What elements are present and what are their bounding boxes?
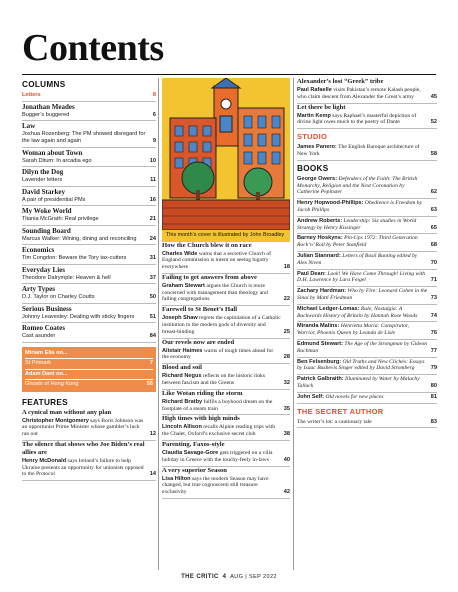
- secret-author-entry[interactable]: [297, 418, 437, 429]
- book-review-text: [297, 218, 428, 232]
- feature-title: A cynical man without any plan: [22, 408, 112, 416]
- page-number: 16: [149, 196, 156, 203]
- page-number: 12: [149, 431, 156, 438]
- page-number: 28: [283, 354, 290, 361]
- studio-entry[interactable]: [297, 143, 437, 161]
- page-number: 14: [149, 471, 156, 478]
- column-title: Arty Types: [22, 285, 55, 293]
- feature-summary: [162, 347, 290, 365]
- book-review-entry[interactable]: [297, 217, 437, 235]
- feature-article[interactable]: [162, 339, 290, 365]
- feature-desc: argues the Church is more concerned with management than theology and falling congregations: [162, 282, 268, 303]
- page-number: 68: [430, 242, 437, 249]
- feature-desc: gets triggered on a villa holiday in Greece with the touchy-feely in-laws: [162, 450, 273, 463]
- feature-summary: [162, 449, 290, 467]
- page-number: 70: [430, 259, 437, 266]
- column-title: Serious Business: [22, 304, 72, 313]
- miriam-title-row: [25, 349, 153, 360]
- features-heading: FEATURES: [22, 397, 68, 407]
- feature-article[interactable]: [162, 441, 290, 467]
- book-review-entry[interactable]: [297, 358, 437, 376]
- feature-title: Alexander’s lost “Greek” tribe: [297, 78, 384, 85]
- feature-desc: visits Pakistan’s remote Kalash people, who claim descent from Alexander the Great’s army: [297, 87, 421, 100]
- feature-desc: says Ireland’s failure to help Ukraine presents an opportunity for unionists opposed to the Protocol: [22, 457, 144, 478]
- reviewer-name: Patrick Galbraith:: [297, 376, 344, 383]
- book-title: Letters of Basil Bunting edited by Alex Niven: [297, 252, 418, 266]
- column-entry[interactable]: [22, 111, 156, 122]
- book-review-text: [297, 235, 428, 249]
- feature-title: Farewell to St Benet’s Hall: [162, 306, 238, 314]
- reviewer-name: Paul Dean:: [297, 270, 326, 277]
- feature-article[interactable]: [162, 306, 290, 338]
- reviewer-name: Zachary Hardman:: [297, 288, 347, 295]
- feature-text: [297, 87, 428, 101]
- book-review-text: [297, 306, 428, 320]
- footer-page-number: 4: [222, 574, 227, 580]
- feature-author: Joseph Shaw: [162, 315, 198, 322]
- miriam-item-text: Adam Dant on...: [25, 370, 68, 377]
- book-title: Henrietta Maria: Conspirator, Warrior, Phoenix Queen by Leanda de Lisle: [297, 323, 409, 337]
- feature-title: The silence that shows who Joe Biden’s real allies are: [22, 440, 145, 456]
- feature-text: [162, 399, 281, 413]
- feature-article[interactable]: [162, 415, 290, 441]
- page-number: 73: [430, 294, 437, 301]
- column-entry[interactable]: [22, 196, 156, 207]
- column-entry[interactable]: [22, 235, 156, 246]
- page-number: 65: [430, 224, 437, 231]
- column-title: Law: [22, 122, 36, 130]
- feature-author: Alistair Haimes: [162, 347, 203, 354]
- book-review-entry[interactable]: [297, 375, 437, 393]
- feature-text: [22, 458, 147, 478]
- magazine-name: THE CRITIC: [181, 574, 219, 580]
- page-number: 84: [149, 333, 156, 339]
- book-title: Who by Fire: Leonard Cohen in the Sinai by Matti Friedman: [297, 288, 428, 301]
- page-number: 11: [150, 177, 156, 183]
- feature-text: [162, 373, 281, 387]
- letters-label: Letters: [22, 92, 41, 98]
- secret-author-heading: THE SECRET AUTHOR: [297, 406, 384, 416]
- feature-desc: recalls Alpine reading trips with the Chalet, Oxford’s exclusive secret club: [162, 424, 276, 438]
- book-review-text: [297, 176, 428, 196]
- feature-title: Parenting, Faxos-style: [162, 441, 225, 449]
- feature-text: [162, 476, 281, 496]
- column-entry[interactable]: [22, 254, 156, 265]
- book-title: Old Truths and New Clichés: Essays by Isaac Bashevis Singer edited by David Stromberg: [297, 358, 425, 372]
- book-title: Leadership: Six studies in World Strategy by Henry Kissinger: [297, 217, 417, 231]
- feature-title: How the Church blew it on race: [162, 241, 252, 249]
- feature-author: Lincoln Allison: [162, 424, 202, 431]
- feature-article[interactable]: [162, 242, 290, 274]
- column-entry[interactable]: [22, 274, 156, 285]
- miriam-item: [25, 370, 153, 381]
- page-number: 45: [430, 93, 437, 100]
- page-number: 83: [430, 418, 437, 425]
- feature-summary: [297, 112, 437, 130]
- feature-article[interactable]: [22, 441, 156, 481]
- feature-summary: [162, 475, 290, 499]
- page-number: 9: [152, 138, 156, 144]
- columns-column: [22, 78, 156, 481]
- book-title: Old novels for new places: [325, 393, 384, 400]
- page-number: 42: [283, 489, 290, 496]
- feature-desc: fulfils a boyhood dream on the footplate of a steam train: [162, 398, 273, 412]
- feature-desc: says the modern Season may have changed, but true cognoscenti still treasure exclusivity: [162, 475, 269, 496]
- feature-article[interactable]: [22, 409, 156, 441]
- right-column: [297, 78, 437, 428]
- page-number: 74: [430, 312, 437, 319]
- feature-author: Richard Negus: [162, 373, 202, 380]
- feature-desc: says Raphael’s masterful depiction of divine light owes much to the poetry of Dante: [297, 112, 417, 126]
- column-entry-text: Cast asunder: [22, 333, 56, 339]
- reviewer-name: Ben Felsenburg:: [297, 358, 342, 365]
- page-number: 38: [283, 431, 290, 438]
- book-title: Pin-Ups 1972: Third Generation Rock’n’ Roll by Peter Stanfield: [297, 235, 418, 249]
- page-number: 35: [283, 405, 290, 412]
- page-number: 8: [152, 92, 156, 98]
- book-review-text: [297, 271, 428, 285]
- book-title: Rule, Nostalgia: A Backwards History of Britain by Hannah Rose Woods: [297, 305, 418, 319]
- column-title: Dilyn the Dog: [22, 168, 64, 176]
- column-entry-text: Titania McGrath: Real privilege: [22, 216, 99, 222]
- miriam-title: Miriam Elia on...: [25, 349, 68, 356]
- column-entry-text: Bugger’s buggered: [22, 111, 70, 118]
- column-entry-text: Marcus Walker: Wining, dining and reconciling: [22, 235, 137, 242]
- reviewer-name: Henry Hopwood-Phillips:: [297, 200, 364, 207]
- page-number: 18: [283, 264, 290, 271]
- page-number: 24: [149, 235, 156, 242]
- books-heading: BOOKS: [297, 163, 329, 173]
- column-title: Economics: [22, 246, 55, 254]
- reviewer-name: Miranda Malins:: [297, 323, 340, 330]
- feature-article[interactable]: [162, 274, 290, 306]
- book-review-text: [297, 394, 428, 401]
- feature-summary: [22, 417, 156, 441]
- book-review-entry[interactable]: [297, 199, 437, 217]
- feature-article[interactable]: [162, 467, 290, 499]
- column-entry-text: Tim Congdon: Beware the Tory tax-cutters: [22, 255, 127, 261]
- miriam-item-text: St Primark: [25, 360, 52, 366]
- feature-text: [162, 424, 281, 438]
- page-number: 81: [430, 393, 437, 400]
- feature-author: Graham Stewart: [162, 282, 205, 289]
- issue-date: AUG | SEP 2022: [230, 574, 277, 580]
- column-title: My Woke World: [22, 207, 72, 215]
- feature-title: Our revels now are ended: [162, 338, 235, 346]
- book-review-text: [297, 323, 428, 337]
- feature-author: Richard Bratby: [162, 398, 203, 405]
- miriam-item[interactable]: [25, 380, 153, 390]
- letters-row[interactable]: [22, 91, 156, 102]
- page-number: 31: [149, 255, 156, 261]
- book-review-entry[interactable]: [297, 175, 437, 199]
- book-title: Look! We Have Come Through! Living with D.H. Lawrence by Lara Feigel: [297, 270, 426, 284]
- book-title: Defenders of the Faith: The British Monarchy, Religion and the Next Coronation by Catherine Pepinster: [297, 175, 418, 196]
- book-review-entry[interactable]: [297, 234, 437, 252]
- columns-heading: COLUMNS: [22, 80, 66, 89]
- feature-title: High times with high minds: [162, 415, 240, 423]
- feature-summary: [162, 250, 290, 274]
- feature-author: Lisa Hilton: [162, 475, 191, 482]
- header-rule: [22, 74, 436, 75]
- page-number: 21: [149, 216, 156, 222]
- feature-author: Henry McDonald: [22, 457, 67, 464]
- column-entry-text: Johnny Leavesley: Dealing with sticky fingers: [22, 313, 135, 320]
- feature-author: Charles Wide: [162, 250, 198, 257]
- column-entry[interactable]: [22, 176, 156, 187]
- page-number: 25: [283, 328, 290, 335]
- page-number: 80: [430, 382, 437, 389]
- feature-author: Paul Rafaelle: [297, 87, 332, 93]
- column-entry[interactable]: [22, 332, 156, 343]
- book-title: The Age of the Strongman by Gideon Rachman: [297, 340, 428, 354]
- column-entry-text: Joshua Rozenberg: The PM showed disregard for the law again and again: [22, 131, 146, 144]
- feature-title: Blood and soil: [162, 364, 202, 372]
- page-number: 51: [149, 313, 156, 320]
- book-review-entry[interactable]: [297, 322, 437, 340]
- feature-article[interactable]: [297, 104, 437, 130]
- cover-caption: This month’s cover is illustrated by John Broadley: [162, 230, 290, 242]
- feature-desc: warns that a secretive Church of England commission is intent on seeing bigotry everywhere: [162, 250, 272, 271]
- feature-title: Failing to get answers from above: [162, 273, 257, 281]
- studio-author: James Panero:: [297, 144, 337, 151]
- feature-title: Like Wotan riding the storm: [162, 389, 243, 397]
- feature-text: [162, 348, 281, 362]
- book-review-text: [297, 288, 428, 302]
- column-title: Jonathan Meades: [22, 102, 75, 111]
- column-entry[interactable]: [22, 313, 156, 324]
- feature-text: [162, 315, 281, 335]
- column-title: Everyday Lies: [22, 265, 65, 274]
- page-number: 32: [283, 380, 290, 387]
- page-number: 37: [149, 274, 156, 281]
- feature-desc: warns of tough times ahead for the economy: [162, 347, 274, 361]
- feature-summary: [162, 372, 290, 390]
- page-number: 40: [283, 456, 290, 463]
- book-review-text: [297, 253, 428, 267]
- page-number: 6: [152, 111, 156, 118]
- column-entry-text: Sarah Ditum: In arcadia ego: [22, 157, 92, 164]
- book-review-text: [297, 341, 428, 355]
- column-entry-text: D.J. Taylor on Charley Coutts: [22, 294, 95, 300]
- page-number: 76: [430, 330, 437, 337]
- column-entry[interactable]: [22, 157, 156, 168]
- feature-article[interactable]: [162, 390, 290, 416]
- book-review-entry[interactable]: [297, 393, 437, 404]
- book-review-entry[interactable]: [297, 305, 437, 323]
- book-review-text: [297, 200, 428, 214]
- feature-article[interactable]: [162, 364, 290, 390]
- feature-summary: [162, 282, 290, 306]
- column-entry[interactable]: [22, 215, 156, 226]
- reviewer-name: George Owers:: [297, 175, 338, 182]
- feature-desc: says Boris Johnson was an opportunist Prime Minister whose gambler’s luck ran out: [22, 417, 144, 438]
- feature-summary: [162, 398, 290, 416]
- book-review-entry[interactable]: [297, 340, 437, 358]
- feature-title: Let there be light: [297, 103, 346, 111]
- reviewer-name: John Self:: [297, 393, 325, 400]
- page-title: Contents: [22, 27, 164, 69]
- page-number: 77: [430, 347, 437, 354]
- miriam-box: [22, 347, 156, 392]
- book-review-entry[interactable]: [297, 252, 437, 270]
- feature-text: [297, 113, 428, 127]
- studio-text: The English Baroque architecture of New York: [297, 144, 420, 157]
- miriam-item-text: Ghosts of Hong Kong: [25, 381, 79, 387]
- book-review-entry[interactable]: [297, 287, 437, 305]
- column-title: David Starkey: [22, 187, 65, 196]
- secret-author-text: The writer’s lot: a cautionary tale: [297, 418, 372, 425]
- feature-author: Claudia Savage-Gore: [162, 450, 219, 457]
- page-number: 52: [430, 119, 437, 126]
- page-number: 58: [430, 150, 437, 157]
- feature-text: [162, 251, 281, 271]
- page-number: 63: [430, 206, 437, 213]
- page-number: 71: [430, 277, 437, 284]
- book-review-text: [297, 376, 428, 390]
- book-review-entry[interactable]: [297, 270, 437, 288]
- page-number: 62: [430, 189, 437, 196]
- feature-summary: [297, 86, 437, 104]
- column-title: Sounding Board: [22, 226, 71, 235]
- page-number: 79: [430, 365, 437, 372]
- column-entry[interactable]: [22, 130, 156, 148]
- studio-heading: STUDIO: [297, 132, 328, 142]
- reviewer-name: Andrew Roberts:: [297, 217, 343, 224]
- feature-text: [162, 450, 281, 464]
- page-number: 22: [283, 296, 290, 303]
- miriam-item[interactable]: [25, 359, 153, 370]
- book-review-text: [297, 359, 428, 373]
- page-number: 50: [149, 294, 156, 300]
- church-illustration-icon: [162, 78, 290, 230]
- reviewer-name: Edmund Stewart:: [297, 340, 343, 347]
- column-entry-text: Lavender letters: [22, 177, 63, 183]
- column-divider: [158, 78, 159, 570]
- page-number: 7: [149, 360, 153, 366]
- middle-column: [162, 78, 290, 499]
- column-divider: [293, 78, 294, 570]
- feature-text: [22, 418, 147, 438]
- reviewer-name: Julian Stannard:: [297, 252, 341, 259]
- book-title: Illuminated by Water by Malachy Tallack: [297, 376, 420, 389]
- feature-summary: [162, 314, 290, 338]
- book-title: Obedience is Freedom by Jacob Phillips: [297, 200, 423, 213]
- column-entry[interactable]: [22, 293, 156, 304]
- feature-desc: regrets the capitulation of a Catholic institution to the modern gods of diversity and breast-binding: [162, 315, 281, 335]
- feature-summary: [162, 423, 290, 441]
- feature-summary: [22, 457, 156, 481]
- feature-author: Martin Kemp: [297, 112, 331, 119]
- feature-title: A very superior Season: [162, 466, 227, 474]
- page-number: 10: [149, 157, 156, 164]
- feature-article[interactable]: [297, 78, 437, 104]
- feature-text: [162, 283, 281, 303]
- column-entry-text: Theodore Dalrymple: Heaven & hell: [22, 274, 111, 281]
- page-number: 56: [146, 381, 153, 387]
- feature-desc: reflects on the historic links between fascism and the Greens: [162, 373, 266, 387]
- reviewer-name: Barney Hoskyns:: [297, 235, 343, 242]
- page-footer: [0, 574, 458, 580]
- column-entry-text: A pair of presidential PMs: [22, 196, 86, 203]
- column-title: Romeo Coates: [22, 324, 65, 332]
- reviewer-name: Michael Ledger-Lomas:: [297, 305, 360, 312]
- cover-illustration: [162, 78, 290, 230]
- feature-author: Christopher Montgomery: [22, 417, 89, 424]
- column-title: Woman about Town: [22, 148, 83, 157]
